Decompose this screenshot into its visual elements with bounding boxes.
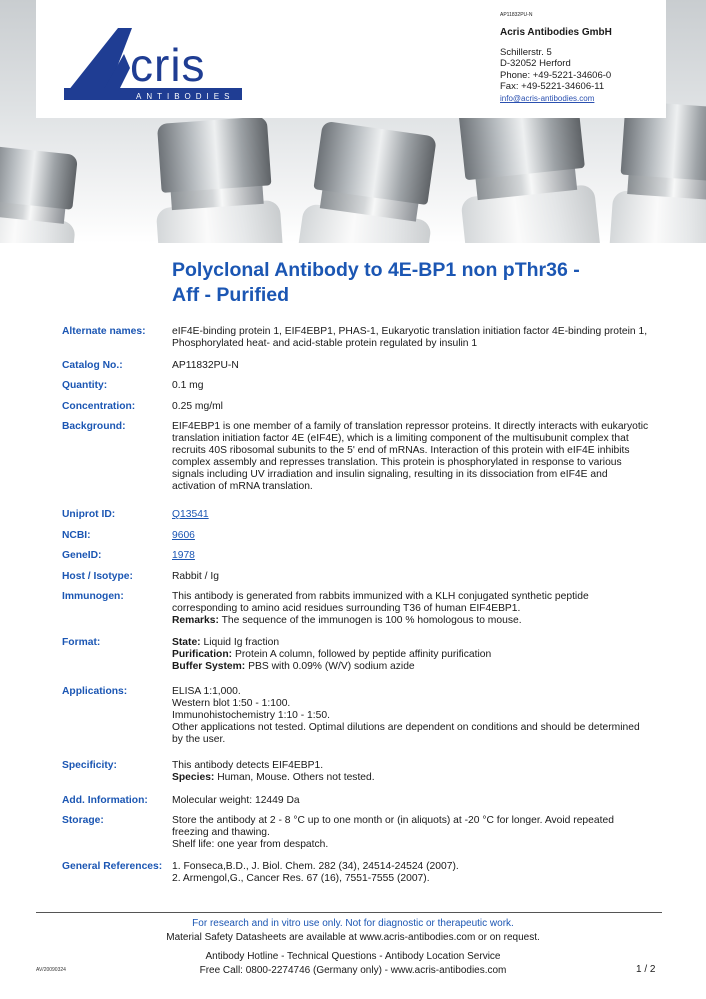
value: This antibody detects EIF4EBP1. — [172, 760, 324, 771]
vial-image — [615, 101, 706, 243]
label: References: — [103, 861, 163, 872]
value: Store the antibody at 2 - 8 °C up to one month or (in aliquots) at -20 °C for longer. Avoid repeated freezing and thawing. — [172, 815, 614, 838]
freecall-text: Free Call: 0800-2274746 (Germany only) - www.acris-antibodies.com — [199, 965, 507, 976]
document-ref: AV/20090324 — [36, 967, 66, 973]
purification-label: Purification: — [172, 649, 233, 660]
label: Alternate names: — [62, 326, 146, 337]
reference-line: 2. Armengol,G., Cancer Res. 67 (16), 7551-7555 (2007). — [172, 873, 430, 884]
state-value: Liquid Ig fraction — [203, 637, 280, 648]
label: Immunogen: — [62, 591, 124, 602]
header-panel — [36, 0, 666, 118]
remarks-label: Remarks: — [172, 615, 219, 626]
research-only-notice: For research and in vitro use only. Not for diagnostic or therapeutic work. — [192, 918, 514, 929]
application-line: Western blot 1:50 - 1:100. — [172, 698, 291, 709]
buffer-label: Buffer System: — [172, 661, 246, 672]
title-line: Polyclonal Antibody to 4E-BP1 non pThr36 - — [172, 259, 580, 281]
value: 0.1 mg — [172, 380, 204, 391]
label: Quantity: — [62, 380, 108, 391]
shelf-life: Shelf life: one year from despatch. — [172, 839, 329, 850]
acris-logo — [60, 24, 250, 108]
address-line: Fax: +49-5221-34606-11 — [500, 81, 605, 93]
label: Specificity: — [62, 760, 117, 771]
value: AP11832PU-N — [172, 360, 239, 371]
label: Add. Information: — [62, 795, 148, 806]
species-value: Human, Mouse. Others not tested. — [217, 772, 375, 783]
catalog-ref: AP11832PU-N — [500, 12, 533, 18]
vial-image — [157, 116, 277, 243]
label: Background: — [62, 421, 126, 432]
ncbi-link[interactable]: 9606 — [172, 530, 195, 541]
logo-wordmark: cris — [130, 39, 206, 91]
label: Applications: — [62, 686, 128, 697]
application-line: Immunohistochemistry 1:10 - 1:50. — [172, 710, 330, 721]
application-line: ELISA 1:1,000. — [172, 686, 241, 697]
species-label: Species: — [172, 772, 215, 783]
title-line: Aff - Purified — [172, 284, 289, 306]
uniprot-link[interactable]: Q13541 — [172, 509, 209, 520]
msds-notice: Material Safety Datasheets are available at www.acris-antibodies.com or on request. — [166, 932, 540, 943]
label: Storage: — [62, 815, 104, 826]
value: Rabbit / Ig — [172, 571, 219, 582]
hotline-text: Antibody Hotline - Technical Questions - Antibody Location Service — [205, 951, 501, 962]
value: eIF4E-binding protein 1, EIF4EBP1, PHAS-1, Eukaryotic translation initiation factor 4E-binding protein 1, Phosphorylated heat- and acid-stable protein regulated by insulin 1 — [172, 326, 648, 349]
header-banner — [0, 0, 706, 243]
label: Catalog No.: — [62, 360, 123, 371]
label: Format: — [62, 637, 101, 648]
buffer-value: PBS with 0.09% (W/V) sodium azide — [248, 661, 415, 672]
remarks-value: The sequence of the immunogen is 100 % homologous to mouse. — [221, 615, 522, 626]
company-address — [500, 12, 670, 105]
address-line: Schillerstr. 5 — [500, 46, 552, 58]
label: Concentration: — [62, 401, 136, 412]
state-label: State: — [172, 637, 201, 648]
page-number: 1 / 2 — [636, 964, 656, 975]
label: NCBI: — [62, 530, 91, 541]
purification-value: Protein A column, followed by peptide affinity purification — [234, 649, 492, 660]
label: General — [62, 861, 101, 872]
vial-image — [0, 146, 78, 243]
footer-divider — [36, 912, 662, 913]
company-name: Acris Antibodies GmbH — [500, 27, 612, 38]
value: 0.25 mg/ml — [172, 401, 223, 412]
vial-image — [302, 121, 437, 243]
label: Host / Isotype: — [62, 571, 133, 582]
logo-tagline: ANTIBODIES — [136, 92, 235, 101]
label: GeneID: — [62, 550, 102, 561]
email-link[interactable]: info@acris-antibodies.com — [500, 93, 595, 103]
reference-line: 1. Fonseca,B.D., J. Biol. Chem. 282 (34), 24514-24524 (2007). — [172, 861, 459, 872]
label: Uniprot ID: — [62, 509, 116, 520]
product-title — [172, 258, 652, 308]
address-line: D-32052 Herford — [500, 58, 571, 70]
geneid-link[interactable]: 1978 — [172, 550, 195, 561]
address-line: Phone: +49-5221-34606-0 — [500, 69, 612, 81]
value: EIF4EBP1 is one member of a family of translation repressor proteins. It directly interacts with eukaryotic translation initiation factor 4E (eIF4E), which is a limiting component of the multisubunit complex that recruits 40S ribosomal subunits to the 5' end of mRNAs. Interaction of this protein with eIF4E inhibits complex assembly and represses translation. This protein is phosphorylated in response to various signals including UV irradiation and insulin signaling, resulting in its dissociation from eIF4E and activation of mRNA translation. — [172, 421, 649, 492]
value: This antibody is generated from rabbits immunized with a KLH conjugated synthetic peptide corresponding to amino acid residues surrounding T36 of human EIF4EBP1. — [172, 591, 589, 614]
application-line: Other applications not tested. Optimal dilutions are dependent on conditions and should be determined by the user. — [172, 722, 640, 745]
value: Molecular weight: 12449 Da — [172, 795, 300, 806]
